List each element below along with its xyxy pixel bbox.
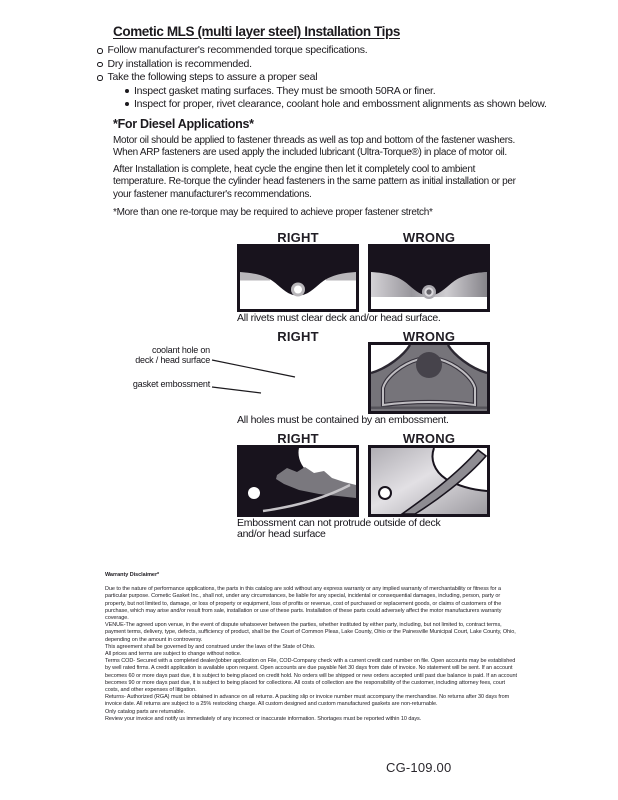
prices-paragraph: All prices and terms are subject to change without notice. <box>105 651 242 658</box>
right-label-embossment: RIGHT <box>277 431 319 446</box>
diesel-applications-heading: *For Diesel Applications* <box>113 117 254 131</box>
rivet-right-diagram <box>237 244 359 312</box>
governing-law-paragraph: This agreement shall be governed by and construed under the laws of the State of Ohio. <box>105 643 316 650</box>
list-item <box>125 86 557 97</box>
diesel-paragraph-1: Motor oil should be applied to fastener threads as well as top and bottom of the fastener washers. When ARP fasteners are used apply the included lubricant (Ultra-Torque®) in place of motor oil. <box>113 135 515 159</box>
retorque-note: *More than one re-torque may be required to achieve proper fastener stretch* <box>113 207 433 218</box>
embossment-wrong-diagram <box>368 445 490 517</box>
wrong-label-embossment: WRONG <box>402 431 456 446</box>
holes-caption: All holes must be contained by an embossment. <box>237 414 449 426</box>
legal-disclaimer-section <box>105 572 519 723</box>
open-bullet-icon <box>97 75 103 81</box>
annotation-leader-lines <box>205 350 300 400</box>
installation-tips-list <box>97 45 557 113</box>
tip-text: Follow manufacturer's recommended torque specifications. <box>107 44 368 56</box>
warranty-disclaimer-heading: Warranty Disclaimer* <box>105 572 160 578</box>
open-bullet-icon <box>97 48 103 54</box>
wrong-label-holes: WRONG <box>402 329 456 344</box>
review-invoice-paragraph: Review your invoice and notify us immediately of any incorrect or inaccurate information. Shortages must be reported within 10 days. <box>105 715 422 722</box>
solid-bullet-icon <box>125 89 129 93</box>
list-item <box>97 59 557 70</box>
venue-paragraph: VENUE-The agreed upon venue, in the event of dispute whatsoever between the parties, whether instituted by either party, including, but not limited to, contract terms, payment terms, delivery, type, defects, sufficiency of product, shall be the Court of Common Pleas, Lake County, Ohio or the Painesville Municipal Court, Lake County, Ohio, depending on the amount in controversy. <box>105 622 516 643</box>
tip-text: Inspect for proper, rivet clearance, coolant hole and embossment alignments as shown below. <box>134 98 547 111</box>
rivet-caption: All rivets must clear deck and/or head surface. <box>237 312 441 324</box>
page-title: Cometic MLS (multi layer steel) Installation Tips <box>113 24 400 39</box>
page-number: CG-109.00 <box>386 760 452 775</box>
solid-bullet-icon <box>125 102 129 106</box>
rivet-wrong-diagram <box>368 244 490 312</box>
warranty-paragraph: Due to the nature of performance applications, the parts in this catalog are sold without any express warranty or any implied warranty of merchantability or fitness for a particular purpose. Cometic Gasket Inc., shall not, under any circumstances, be liable for any special, incidental or consequential damages, including, person, party or property, but not limited to, damage, or loss of property or equipment, loss of profits or revenue, cost of purchased or replacement goods, or claims of customers of the purchase, which may arise and/or result from sale, installation or use of these parts. Installation of these parts could adversely affect the motor manufacturers warranty coverage. <box>105 586 502 622</box>
right-label-rivets: RIGHT <box>277 230 319 245</box>
tip-text: Take the following steps to assure a proper seal <box>107 71 318 84</box>
list-item <box>125 99 557 110</box>
wrong-label-rivets: WRONG <box>402 230 456 245</box>
catalog-parts-paragraph: Only catalog parts are returnable. <box>105 708 185 715</box>
coolant-hole-annotation: coolant hole on deck / head surface <box>135 345 210 365</box>
open-bullet-icon <box>97 62 103 68</box>
tip-text: Inspect gasket mating surfaces. They must be smooth 50RA or finer. <box>134 84 436 97</box>
tip-text: Dry installation is recommended. <box>107 57 252 70</box>
embossment-right-diagram <box>237 445 359 517</box>
right-label-holes: RIGHT <box>277 329 319 344</box>
embossment-caption: Embossment can not protrude outside of deck and/or head surface <box>237 517 441 540</box>
returns-paragraph: Returns- Authorized (RGA) must be obtained in advance on all returns. A packing slip or invoice number must accompany the merchandise. No returns after 30 days from invoice date. All returns are subject to a 25% restocking charge. All custom designed and custom manufactured gaskets are non-returnable. <box>105 694 510 708</box>
gasket-embossment-annotation: gasket embossment <box>132 379 210 389</box>
list-item <box>97 72 557 83</box>
diesel-paragraph-2: After Installation is complete, heat cycle the engine then let it completely cool to ambient temperature. Re-torque the cylinder head fasteners in the same pattern as initial installation or per your fastener manufacturer's recommendations. <box>113 164 516 200</box>
list-item <box>97 45 557 56</box>
holes-wrong-diagram <box>368 342 490 414</box>
terms-cod-paragraph: Terms COD- Secured with a completed dealer/jobber application on File, COD-Company check with a current credit card number on file. Open accounts may be established by well rated firms. A credit application is available upon request. Open accounts are due payable Net 30 days from date of invoice. No statement will be sent. If an account becomes 60 or more days past due, it is subject to being placed on credit hold. No orders will be shipped or new orders accepted until past due balance is paid. If an account becomes 90 or more days past due, it is subject to being placed for collections. All costs of collection are the responsibility of the customer, including attorney fees, court costs, and other expenses of litigation. <box>105 658 517 694</box>
